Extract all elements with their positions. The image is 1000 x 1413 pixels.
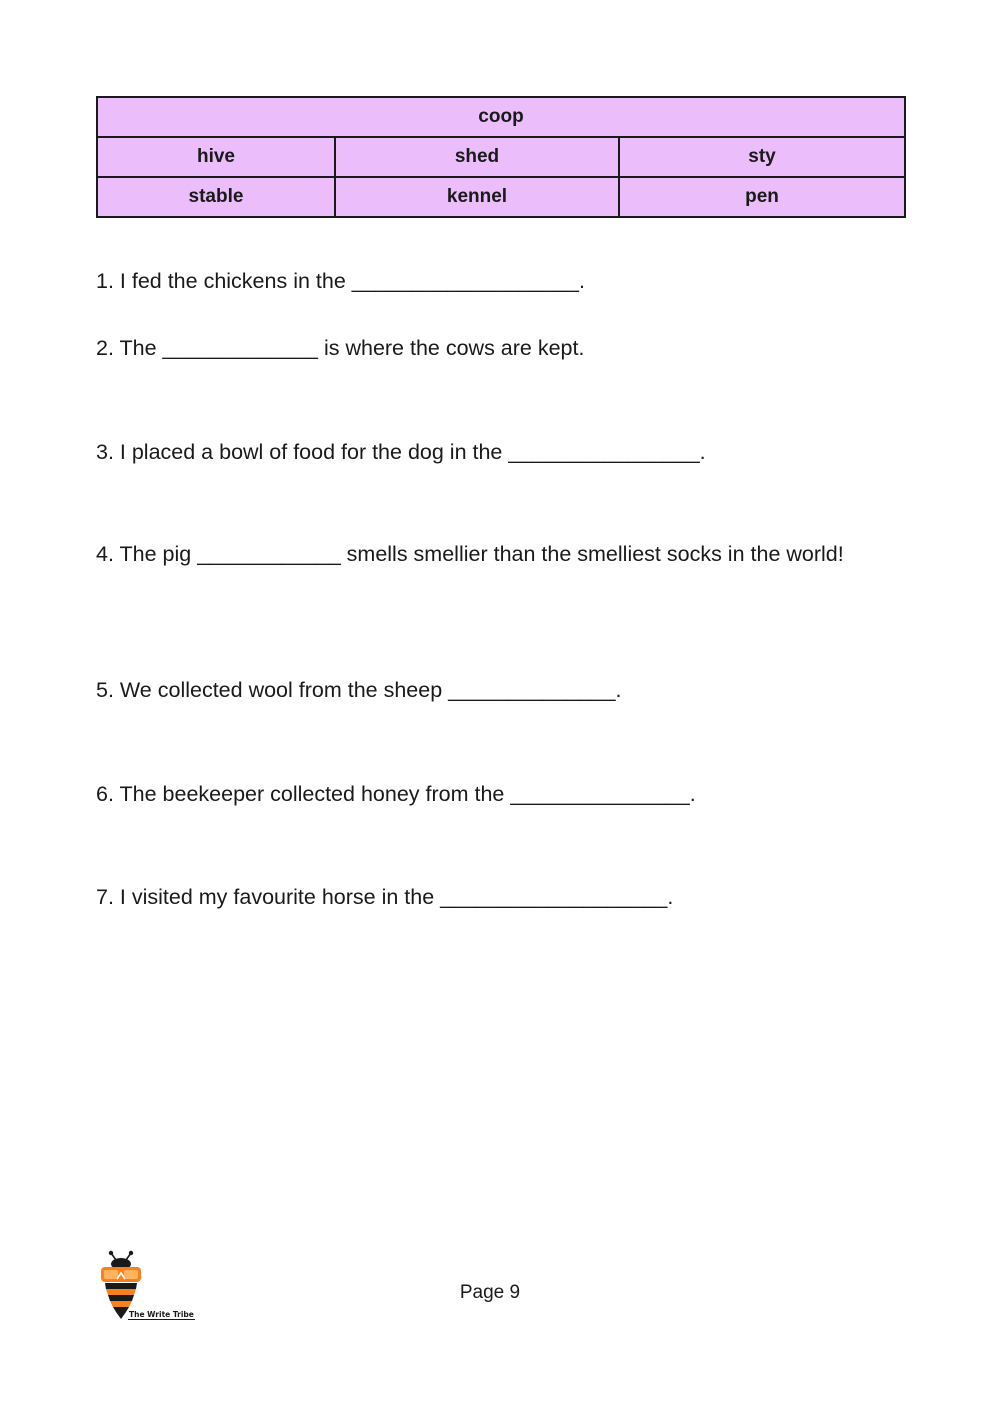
word-bank-cell: hive xyxy=(97,137,335,177)
question-5: 5. We collected wool from the sheep ______________. xyxy=(96,678,622,702)
logo-text: The Write Tribe xyxy=(129,1310,194,1319)
question-6: 6. The beekeeper collected honey from the _______________. xyxy=(96,782,696,806)
question-2: 2. The _____________ is where the cows are kept. xyxy=(96,336,585,360)
question-1: 1. I fed the chickens in the ___________________. xyxy=(96,269,585,293)
page-number: Page 9 xyxy=(459,1282,521,1303)
word-bank-cell: sty xyxy=(619,137,905,177)
question-4: 4. The pig ____________ smells smellier than the smelliest socks in the world! xyxy=(96,542,844,566)
word-bank-cell: kennel xyxy=(335,177,619,217)
word-bank-cell: stable xyxy=(97,177,335,217)
question-7: 7. I visited my favourite horse in the ___________________. xyxy=(96,885,674,909)
word-bank-header-cell: coop xyxy=(97,97,905,137)
question-3: 3. I placed a bowl of food for the dog in the ________________. xyxy=(96,440,706,464)
word-bank-table xyxy=(96,96,906,218)
word-bank-cell: shed xyxy=(335,137,619,177)
word-bank-cell: pen xyxy=(619,177,905,217)
